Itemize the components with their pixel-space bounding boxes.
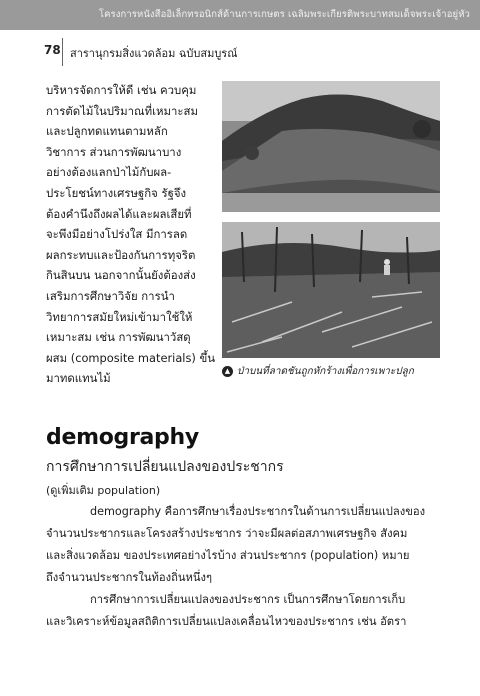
text-line: มาทดแทนไม้ [46,371,111,386]
caption-text: ป่าบนที่ลาดชันถูกหักร้างเพื่อการเพาะปลูก [237,366,414,377]
hillside-photo [222,81,440,212]
cleared-slope-photo [222,222,440,358]
text-line: บริหารจัดการให้ดี เช่น ควบคุม [46,83,197,97]
see-also-reference: (ดูเพิ่มเติม population) [46,484,161,497]
body-line: และสิ่งแวดล้อม ของประเทศอย่างไรบ้าง ส่วนประชากร (population) หมาย [46,549,410,562]
text-line: ผลกระทบและป้องกันการทุจริต [46,247,196,262]
figure-caption [222,364,414,379]
body-line: จำนวนประชากรและโครงสร้างประชากร ว่าจะมีผลต่อสภาพเศรษฐกิจ สังคม [46,527,408,540]
text-line: กินสินบน นอกจากนั้นยังต้องส่ง [46,268,196,283]
text-line: และปลูกทดแทนตามหลัก [46,124,168,139]
body-line: การศึกษาการเปลี่ยนแปลงของประชากร เป็นการศึกษาโดยการเก็บ [90,593,406,606]
entry-term: demography [46,425,199,450]
text-line: วิทยาการสมัยใหม่เข้ามาใช้ให้ [46,309,193,324]
text-line: อย่างต้องแลกป่าไม้กับผล- [46,165,172,180]
text-line: วิชาการ ส่วนการพัฒนาบาง [46,144,182,159]
text-line: เสริมการศึกษาวิจัย การนำ [46,288,175,303]
entry-thai-term: การศึกษาการเปลี่ยนแปลงของประชากร [46,459,284,475]
text-line: จะพึงมีอย่างโปร่งใส มีการลด [46,227,188,242]
book-title: สารานุกรมสิ่งแวดล้อม ฉบับสมบูรณ์ [70,47,238,60]
text-line: ต้องคำนึงถึงผลได้และผลเสียที่ [46,206,192,221]
body-line: demography คือการศึกษาเรื่องประชากรในด้านการเปลี่ยนแปลงของ [90,505,426,518]
body-line: ถึงจำนวนประชากรในท้องถิ่นหนึ่งๆ [46,571,213,584]
triangle-bullet-icon: ▲ [222,366,233,377]
text-line: เหมาะสม เช่น การพัฒนาวัสดุ [46,330,191,345]
header-divider [62,38,63,66]
text-line: การตัดไม้ในปริมาณที่เหมาะสม [46,103,199,118]
text-line: ผสม (composite materials) ขึ้น [46,350,216,365]
header-bar [0,0,480,30]
body-line: และวิเคราะห์ข้อมูลสถิติการเปลี่ยนแปลงเคลื่อนไหวของประชากร เช่น อัตรา [46,615,407,628]
series-title: โครงการหนังสืออิเล็กทรอนิกส์ด้านการเกษตร เฉลิมพระเกียรติพระบาทสมเด็จพระเจ้าอยู่หัว [98,9,470,20]
column-text [46,80,220,389]
page-number: 78 [44,43,61,57]
text-line: ประโยชน์ทางเศรษฐกิจ รัฐจึง [46,185,187,200]
